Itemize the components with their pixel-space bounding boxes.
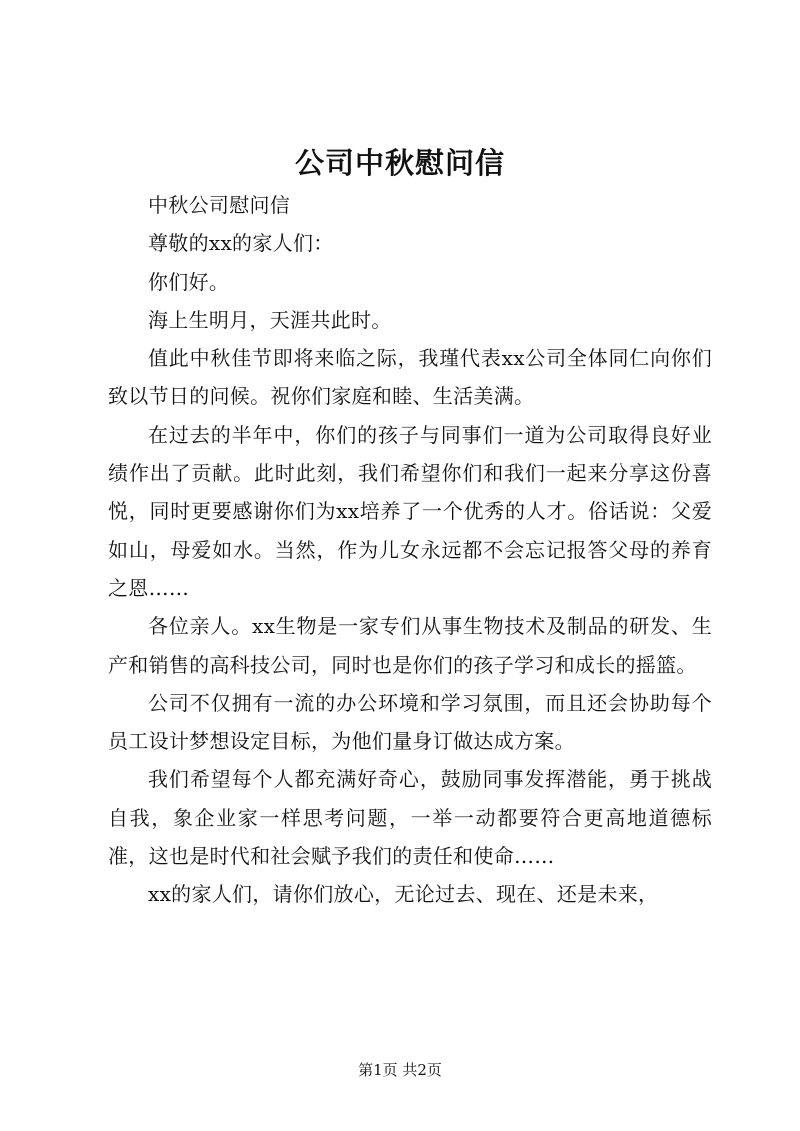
- paragraph-subtitle: 中秋公司慰问信: [148, 193, 291, 217]
- paragraph-environment: 公司不仅拥有一流的办公环境和学习氛围，而且还会协助每个员工设计梦想设定目标，为他们量身订做达成方案。: [108, 690, 712, 754]
- paragraph-holiday-wishes: 值此中秋佳节即将来临之际，我瑾代表xx公司全体同仁向你们致以节日的问候。祝你们家庭和睦、生活美满。: [108, 346, 712, 409]
- paragraph-expectations: 我们希望每个人都充满好奇心，鼓励同事发挥潜能，勇于挑战自我，象企业家一样思考问题，一举一动都要符合更高地道德标准，这也是时代和社会赋予我们的责任和使命……: [108, 767, 712, 869]
- paragraph-contribution: 在过去的半年中，你们的孩子与同事们一道为公司取得良好业绩作出了贡献。此时此刻，我们希望你们和我们一起来分享这份喜悦，同时更要感谢你们为xx培养了一个优秀的人才。俗话说：父爱如山，母爱如水。当然，作为儿女永远都不会忘记报答父母的养育之恩……: [108, 422, 712, 600]
- paragraph-company-intro: 各位亲人。xx生物是一家专们从事生物技术及制品的研发、生产和销售的高科技公司，同时也是你们的孩子学习和成长的摇篮。: [108, 614, 712, 677]
- page-footer: 第1页 共2页: [358, 1061, 442, 1079]
- paragraph-salutation: 尊敬的xx的家人们：: [148, 231, 334, 256]
- document-body: [108, 186, 712, 914]
- paragraph-greeting: 你们好。: [148, 269, 230, 294]
- paragraph-poem-line: 海上生明月，天涯共此时。: [148, 307, 392, 332]
- document-title: 公司中秋慰问信: [294, 146, 505, 180]
- paragraph-reassurance: xx的家人们，请你们放心，无论过去、现在、还是未来，: [148, 882, 659, 907]
